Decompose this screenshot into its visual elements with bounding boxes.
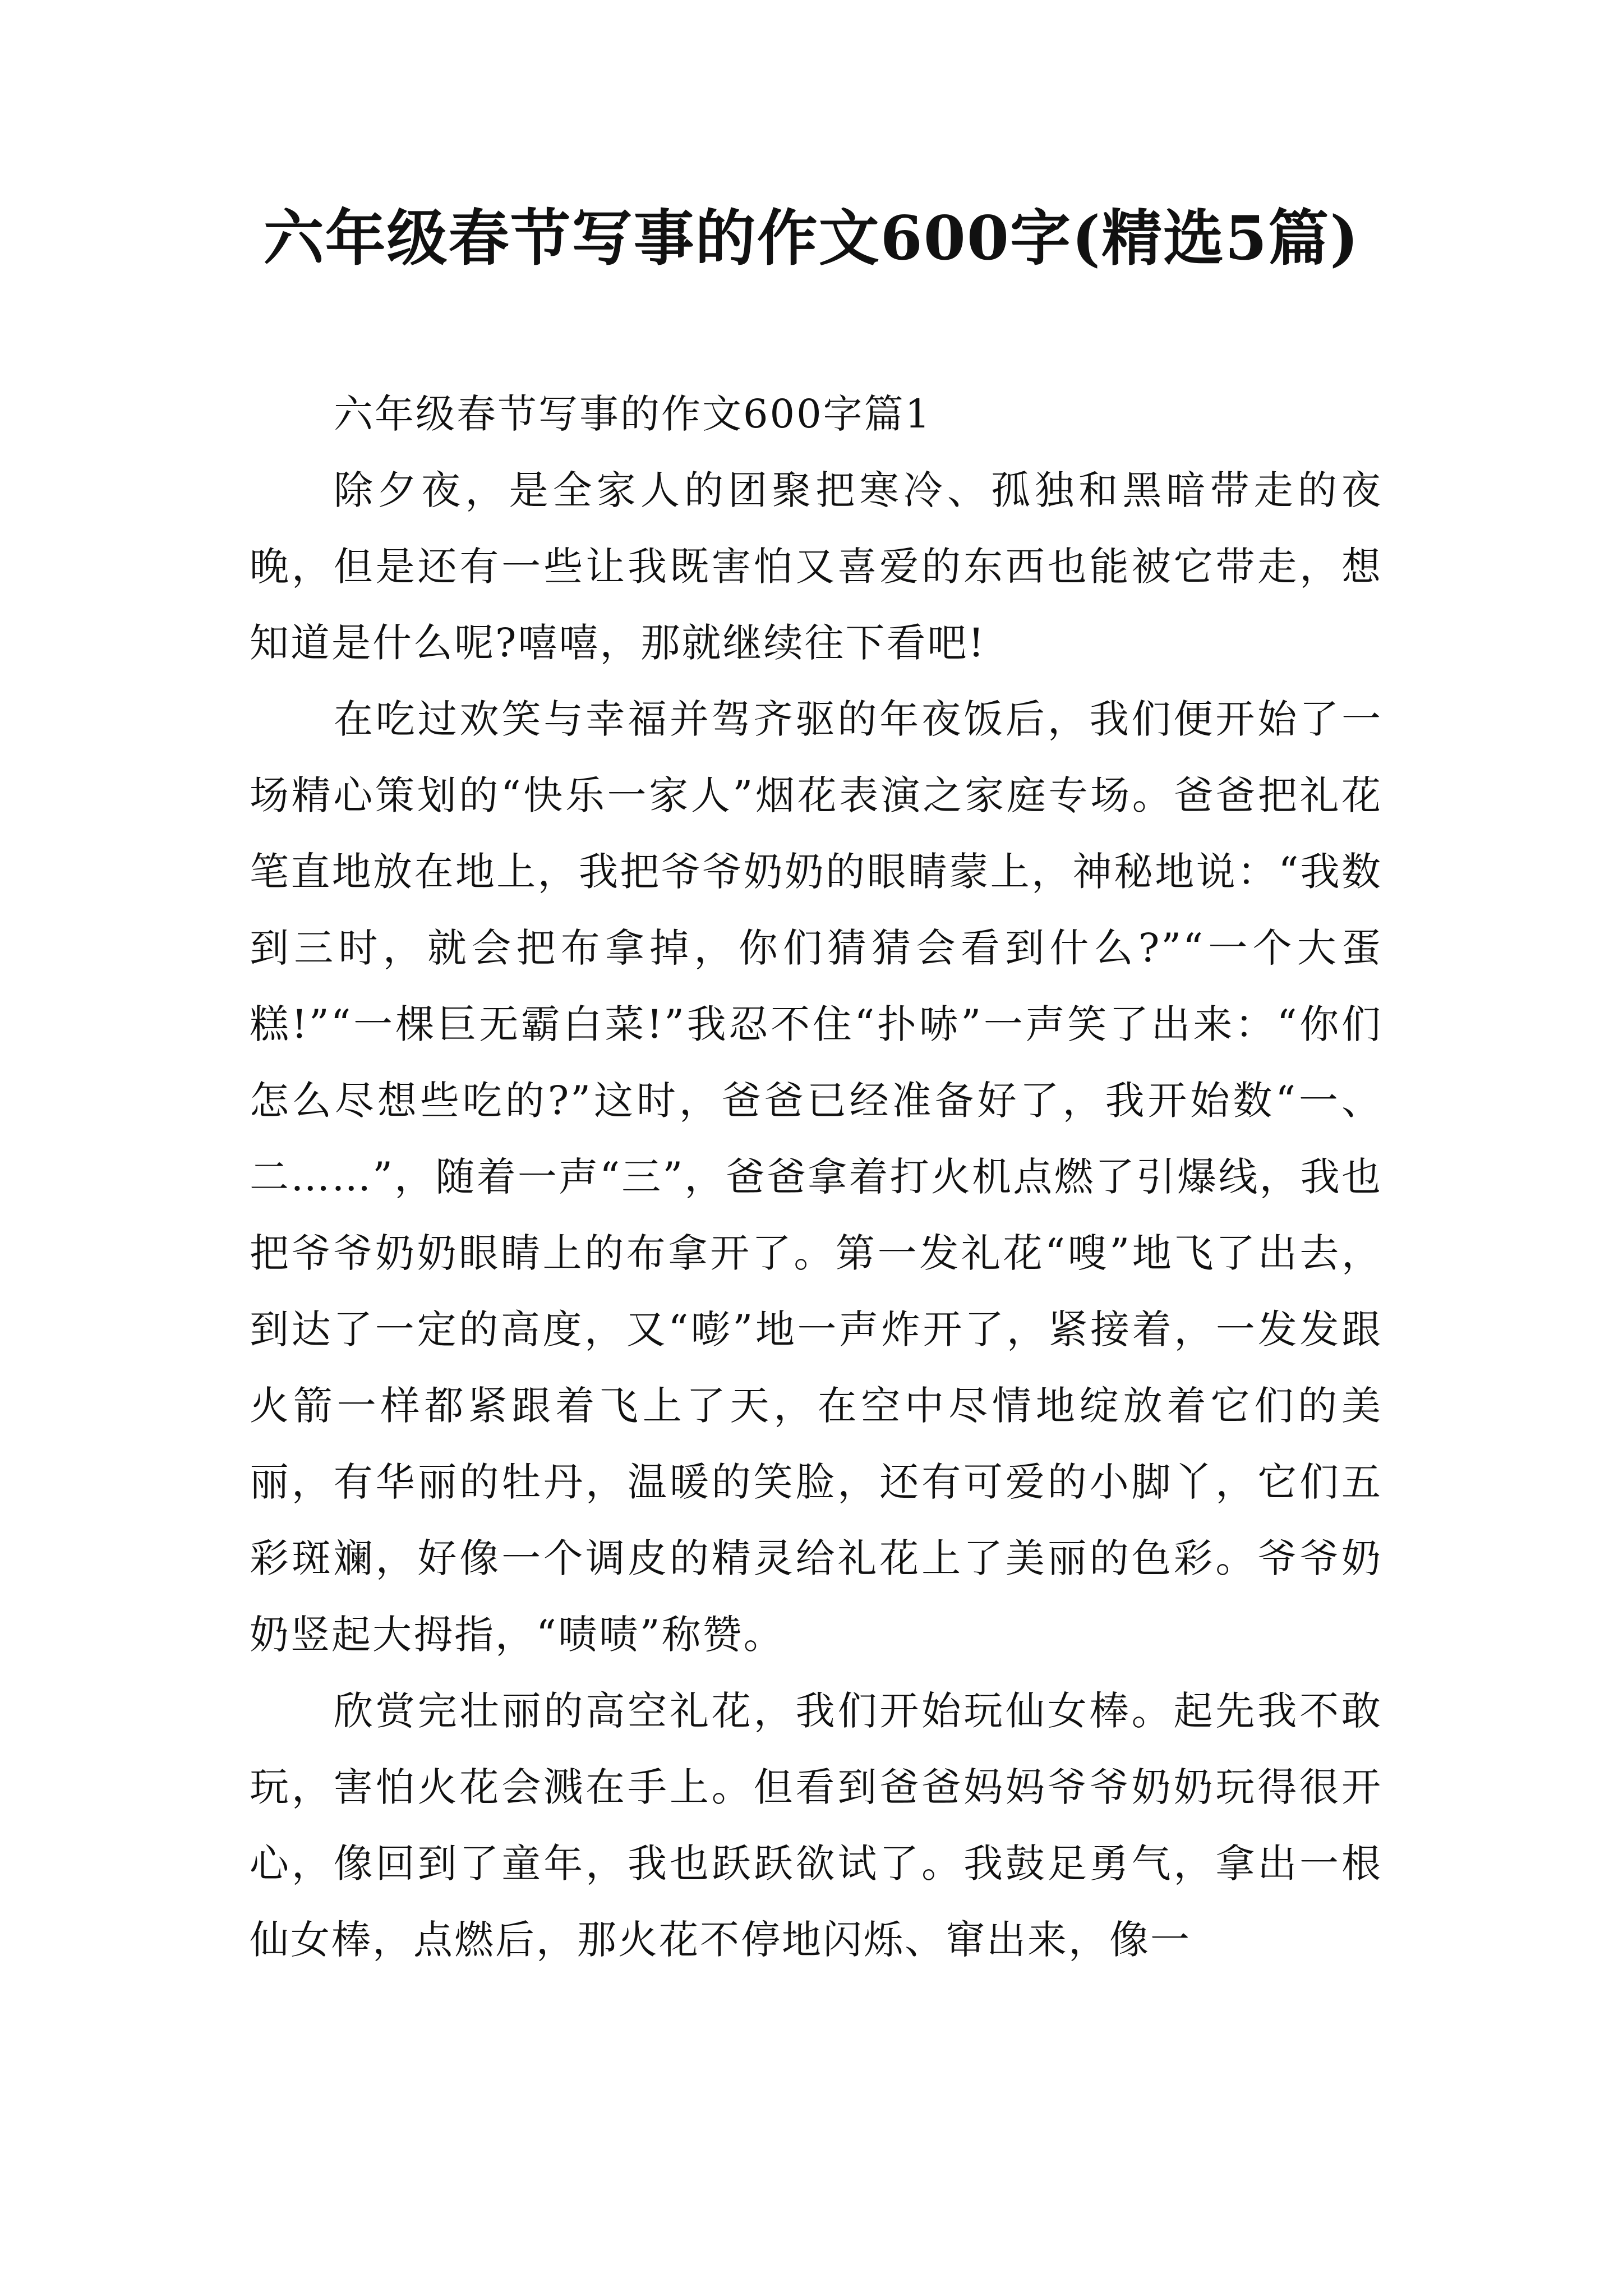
paragraph-1: 除夕夜，是全家人的团聚把寒冷、孤独和黑暗带走的夜晚，但是还有一些让我既害怕又喜爱的东西也能被它带走，想知道是什么呢?嘻嘻，那就继续往下看吧! [250, 467, 1382, 666]
essay-body [250, 376, 1382, 1978]
document-title: 六年级春节写事的作文600字(精选5篇) [263, 203, 1360, 274]
paragraph-2: 在吃过欢笑与幸福并驾齐驱的年夜饭后，我们便开始了一场精心策划的“快乐一家人”烟花表演之家庭专场。爸爸把礼花笔直地放在地上，我把爷爷奶奶的眼睛蒙上，神秘地说：“我数到三时，就会把布拿掉，你们猜猜会看到什么?”“一个大蛋糕!”“一棵巨无霸白菜!”我忍不住“扑哧”一声笑了出来：“你们怎么尽想些吃的?”这时，爸爸已经准备好了，我开始数“一、二……”，随着一声“三”，爸爸拿着打火机点燃了引爆线，我也把爷爷奶奶眼睛上的布拿开了。第一发礼花“嗖”地飞了出去，到达了一定的高度，又“嘭”地一声炸开了，紧接着，一发发跟火箭一样都紧跟着飞上了天，在空中尽情地绽放着它们的美丽，有华丽的牡丹，温暖的笑脸，还有可爱的小脚丫，它们五彩斑斓，好像一个调皮的精灵给礼花上了美丽的色彩。爷爷奶奶竖起大拇指，“啧啧”称赞。 [250, 696, 1382, 1658]
section-heading: 六年级春节写事的作文600字篇1 [334, 391, 932, 437]
paragraph-3: 欣赏完壮丽的高空礼花，我们开始玩仙女棒。起先我不敢玩，害怕火花会溅在手上。但看到爸爸妈妈爷爷奶奶玩得很开心，像回到了童年，我也跃跃欲试了。我鼓足勇气，拿出一根仙女棒，点燃后，那火花不停地闪烁、窜出来，像一 [250, 1688, 1382, 1963]
